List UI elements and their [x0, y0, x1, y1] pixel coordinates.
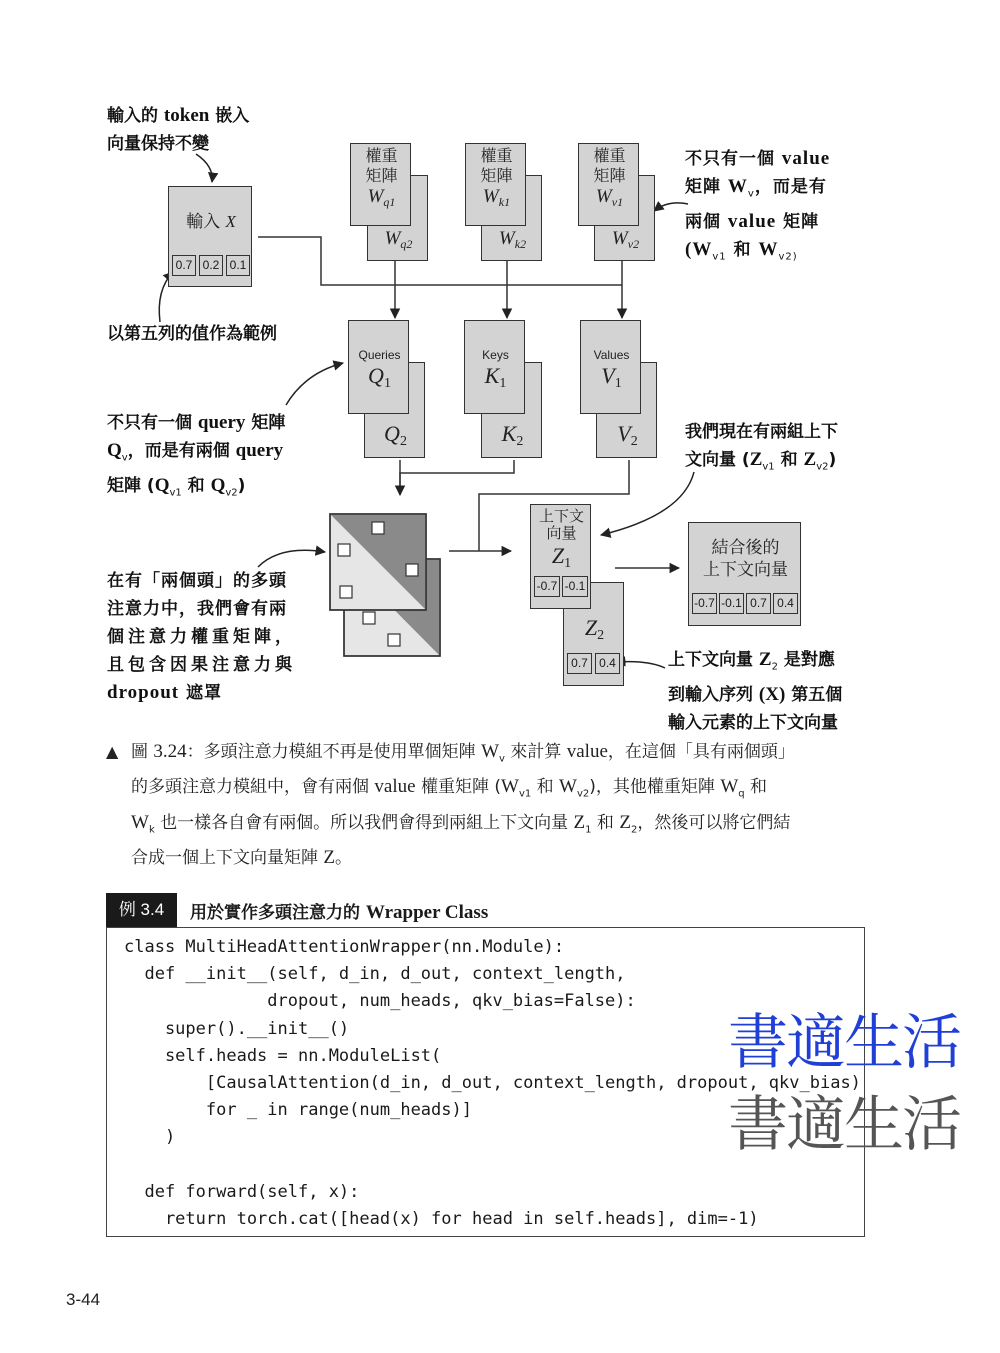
combined-value: -0.1	[721, 596, 742, 610]
input-value: 0.7	[175, 258, 193, 272]
caption-sub: 1	[585, 824, 592, 836]
note-sub: v	[121, 452, 128, 464]
caption-text: W	[481, 741, 499, 762]
combined-value: -0.7	[694, 596, 715, 610]
note-text: 矩陣	[685, 177, 728, 197]
note-token-embedding	[107, 102, 249, 158]
caption-text: 和	[591, 812, 620, 833]
input-label-text: 輸入	[186, 212, 221, 232]
note-line	[107, 472, 285, 507]
note-line	[107, 409, 285, 437]
weight-label-1: 權重	[593, 146, 626, 165]
caption-text: )，其他權重矩陣	[589, 777, 721, 798]
wq1-label	[351, 186, 412, 210]
combined-caption	[689, 537, 802, 581]
caption-text: value	[374, 776, 416, 798]
values-title: Values	[593, 348, 630, 362]
note-text: (X)	[758, 684, 786, 706]
note-line	[685, 208, 830, 236]
caption-text: 。	[335, 848, 353, 869]
z1-caption	[531, 508, 592, 542]
wk1-var: W	[482, 186, 499, 207]
watermark-text: 書適生活	[728, 1008, 960, 1078]
combined-value: 0.7	[750, 596, 767, 610]
note-row-example	[107, 320, 277, 348]
note-sub: v1	[712, 251, 727, 263]
note-line: 個注意力權重矩陣，	[107, 627, 296, 647]
wv1-var: W	[595, 186, 612, 207]
wv2-var: W	[611, 228, 628, 249]
note-text: 不只有一個	[685, 149, 782, 169]
note-line	[685, 145, 830, 173]
caption-text: 權重矩陣 (	[415, 777, 502, 798]
note-line	[668, 646, 842, 681]
caption-text: 和	[531, 777, 560, 798]
k1-sub: 1	[499, 376, 507, 392]
note-sub: v1	[169, 487, 182, 499]
q1-label	[349, 363, 410, 392]
z1-value-cell	[534, 576, 560, 597]
wv1-caption	[579, 146, 640, 186]
wv2-sub: v2	[627, 237, 640, 252]
note-sub: v2	[225, 487, 238, 499]
weight-matrix-wv1	[578, 143, 639, 226]
code-block: class MultiHeadAttentionWrapper(nn.Module): def __init__(self, d_in, d_out, context_length, dropout, num_heads, qkv_bias=False): super().__init__() self.heads = nn.ModuleList( [CausalAttention(d_in, d_out, context_length, dropout, qkv_bias) for _ in range(num_heads)] ) def forward(self, x): return torch.cat([head(x) for head in self.heads], dim=-1)	[124, 937, 861, 1230]
note-text: 和	[726, 240, 759, 261]
caption-sub: 2	[630, 824, 638, 836]
caption-line	[106, 773, 876, 808]
z1-sub: 1	[564, 556, 572, 572]
combined-value-cell	[719, 593, 744, 614]
code-box	[106, 927, 865, 1237]
figure-caption	[106, 738, 876, 872]
v1-sub: 1	[614, 376, 622, 392]
caption-text: 3.24	[153, 741, 187, 762]
weight-matrix-wk1	[465, 143, 526, 226]
note-text: 和	[774, 450, 804, 470]
caption-text: W	[131, 811, 149, 833]
note-text: query	[197, 412, 246, 433]
note-query-matrices	[107, 409, 285, 508]
caption-text: Z	[573, 811, 586, 833]
note-text: 是對應	[777, 650, 835, 670]
example-title	[190, 898, 488, 924]
watermark-blue	[728, 1008, 960, 1078]
note-line	[668, 681, 842, 709]
note-text: 矩陣	[245, 413, 286, 433]
note-text: query	[235, 440, 284, 461]
note-text: W	[727, 176, 748, 197]
note-text: 文向量 (	[685, 450, 750, 470]
note-text: (W	[685, 239, 713, 261]
wk1-sub: k1	[498, 195, 511, 210]
input-value: 0.2	[202, 258, 220, 272]
combined-context-vector	[688, 522, 801, 626]
q1-sub: 1	[383, 376, 391, 392]
caption-sub: v2	[576, 788, 590, 800]
z1-value-cell	[562, 576, 588, 597]
k1-var: K	[484, 363, 500, 388]
wq2-sub: q2	[400, 237, 413, 252]
combined-value: 0.4	[777, 596, 794, 610]
z2-var: Z	[584, 615, 598, 640]
note-text: 遮罩	[179, 683, 223, 703]
note-text: 矩陣	[776, 212, 820, 233]
keys-k1	[464, 320, 525, 414]
q2-sub: 2	[399, 434, 407, 450]
note-text: value	[781, 148, 831, 169]
weight-label-2: 矩陣	[365, 166, 398, 185]
note-sub: v2	[816, 461, 829, 473]
v2-sub: 2	[630, 434, 638, 450]
note-text: )	[828, 450, 837, 470]
q2-var: Q	[384, 421, 400, 446]
z2-value: 0.4	[599, 656, 616, 670]
wq2-var: W	[384, 228, 401, 249]
caption-text: 圖	[131, 742, 154, 762]
input-var: X	[225, 212, 236, 231]
z1-caption-1: 上下文	[538, 507, 584, 525]
v1-label	[581, 363, 642, 392]
input-value-cell	[172, 255, 196, 276]
note-text: 矩陣 (	[107, 476, 155, 497]
caption-text: W	[720, 776, 739, 798]
example-title-text: 用於實作多頭注意力的	[190, 903, 366, 923]
z1-value: -0.1	[564, 579, 586, 593]
z1-value: -0.7	[536, 579, 558, 593]
attention-matrix-1	[330, 514, 426, 610]
wk2-var: W	[498, 228, 515, 249]
q1-var: Q	[368, 363, 384, 388]
v1-var: V	[601, 363, 615, 388]
combined-caption-2: 上下文向量	[703, 560, 788, 580]
v2-var: V	[617, 421, 631, 446]
weight-label-1: 權重	[365, 146, 398, 165]
note-line	[107, 437, 285, 472]
attention-weight-matrices	[328, 512, 444, 660]
wk2-label	[482, 228, 543, 252]
note-line	[685, 236, 830, 271]
k2-var: K	[501, 421, 517, 446]
note-line: 且包含因果注意力與	[107, 655, 296, 675]
z2-sub: 2	[597, 628, 605, 644]
watermark-text: 書適生活	[728, 1090, 960, 1160]
caption-line	[106, 844, 876, 872]
input-value-cell	[199, 255, 223, 276]
note-text: dropout	[107, 682, 180, 703]
wv2-label	[595, 228, 656, 252]
caption-text: Z	[323, 847, 336, 869]
caption-text: ：多頭注意力模組不再是使用單個矩陣	[186, 742, 482, 762]
note-line: 輸入元素的上下文向量	[668, 713, 838, 734]
keys-title: Keys	[482, 348, 509, 362]
weight-label-1: 權重	[480, 146, 513, 165]
wq1-var: W	[367, 186, 384, 207]
note-z2	[668, 646, 842, 737]
wk1-caption	[466, 146, 527, 186]
note-text: 和	[181, 476, 211, 497]
caption-text: 來計算	[504, 742, 567, 762]
z2-label	[564, 615, 625, 644]
caption-text: 的多頭注意力模組中，會有兩個	[131, 777, 375, 798]
input-x-label	[169, 207, 253, 232]
caption-text: W	[501, 776, 519, 798]
weight-label-2: 矩陣	[593, 166, 626, 185]
weight-matrix-wq1	[350, 143, 411, 226]
values-v1	[580, 320, 641, 414]
note-sub: v2)	[778, 251, 798, 263]
z2-value-cell	[595, 653, 620, 674]
note-line: 我們現在有兩組上下	[685, 422, 838, 442]
caption-text: 和	[744, 777, 768, 798]
z1-caption-2: 向量	[546, 524, 577, 542]
note-text: Q	[107, 440, 122, 461]
caption-sub: v1	[518, 788, 532, 800]
wq1-sub: q1	[383, 195, 396, 210]
caption-marker: ▲	[106, 742, 119, 761]
note-text: 不只有一個	[107, 413, 198, 433]
combined-value-cell	[773, 593, 798, 614]
k1-label	[465, 363, 526, 392]
wv1-sub: v1	[611, 195, 624, 210]
note-text: Q	[154, 475, 170, 497]
input-value-cell	[226, 255, 250, 276]
combined-value-cell	[746, 593, 771, 614]
combined-value-cell	[692, 593, 717, 614]
example-title-text: Wrapper Class	[365, 902, 489, 923]
v2-label	[597, 421, 658, 450]
caption-line	[106, 809, 876, 844]
caption-text: 合成一個上下文向量矩陣	[131, 848, 324, 869]
z1-var: Z	[551, 543, 565, 568]
note-text: value	[727, 211, 777, 233]
z2-value-cell	[567, 653, 592, 674]
z1-label	[531, 543, 592, 572]
note-context-vectors	[685, 418, 838, 481]
note-text: ，而是有兩個	[127, 441, 236, 461]
note-sub: v1	[762, 461, 775, 473]
caption-text: value	[566, 741, 608, 762]
note-text: Z	[758, 649, 772, 670]
note-line: 向量保持不變	[107, 134, 209, 154]
caption-text: ，在這個「具有兩個頭」	[607, 742, 795, 762]
note-value-matrices	[685, 145, 830, 272]
caption-text: 也一樣各自會有兩個。所以我們會得到兩組上下文向量	[154, 812, 574, 833]
wk1-label	[466, 186, 527, 210]
watermark-gray	[728, 1090, 960, 1160]
queries-q1	[348, 320, 409, 414]
caption-sub: k	[148, 824, 155, 836]
example-tag: 例 3.4	[106, 893, 177, 927]
note-text: 以第五列的值作為範例	[107, 324, 277, 344]
k2-sub: 2	[516, 434, 524, 450]
q2-label	[365, 421, 426, 450]
note-text: W	[758, 239, 779, 261]
caption-sub: v	[499, 753, 505, 765]
note-text: 兩個	[685, 212, 728, 233]
note-text: 第五個	[785, 685, 843, 706]
context-vector-z1	[530, 504, 591, 609]
note-two-heads	[107, 567, 296, 707]
note-line	[685, 446, 838, 481]
note-text: 嵌入	[209, 106, 250, 126]
wq2-label	[368, 228, 429, 252]
note-text: 上下文向量	[668, 650, 759, 670]
k2-label	[482, 421, 543, 450]
note-line	[107, 679, 296, 707]
wv1-label	[579, 186, 640, 210]
note-text: 到輸入序列	[668, 685, 759, 706]
note-sub: 2	[771, 661, 778, 673]
note-line: 注意力中，我們會有兩	[107, 599, 287, 619]
note-text: Q	[210, 475, 226, 497]
caption-text: ，然後可以將它們結	[637, 812, 791, 833]
caption-text: Z	[619, 811, 631, 833]
wk2-sub: k2	[514, 237, 527, 252]
combined-caption-1: 結合後的	[711, 538, 780, 558]
z2-value: 0.7	[571, 656, 588, 670]
note-text: ，而是有	[754, 177, 827, 197]
note-text: )	[237, 476, 246, 497]
caption-sub: q	[738, 788, 745, 800]
note-text: Z	[749, 449, 763, 470]
note-text: Z	[803, 449, 817, 470]
caption-line	[106, 738, 876, 773]
note-text: token	[163, 105, 210, 126]
note-line: 在有「兩個頭」的多頭	[107, 571, 287, 591]
note-text: 輸入的	[107, 106, 164, 126]
note-line	[107, 102, 249, 130]
input-x-box	[168, 186, 252, 287]
weight-label-2: 矩陣	[480, 166, 513, 185]
note-sub: v	[747, 188, 755, 200]
page-number: 3-44	[66, 1290, 101, 1309]
queries-title: Queries	[358, 348, 401, 362]
wq1-caption	[351, 146, 412, 186]
note-line	[685, 173, 830, 208]
input-value: 0.1	[229, 258, 247, 272]
caption-text: W	[559, 776, 577, 798]
